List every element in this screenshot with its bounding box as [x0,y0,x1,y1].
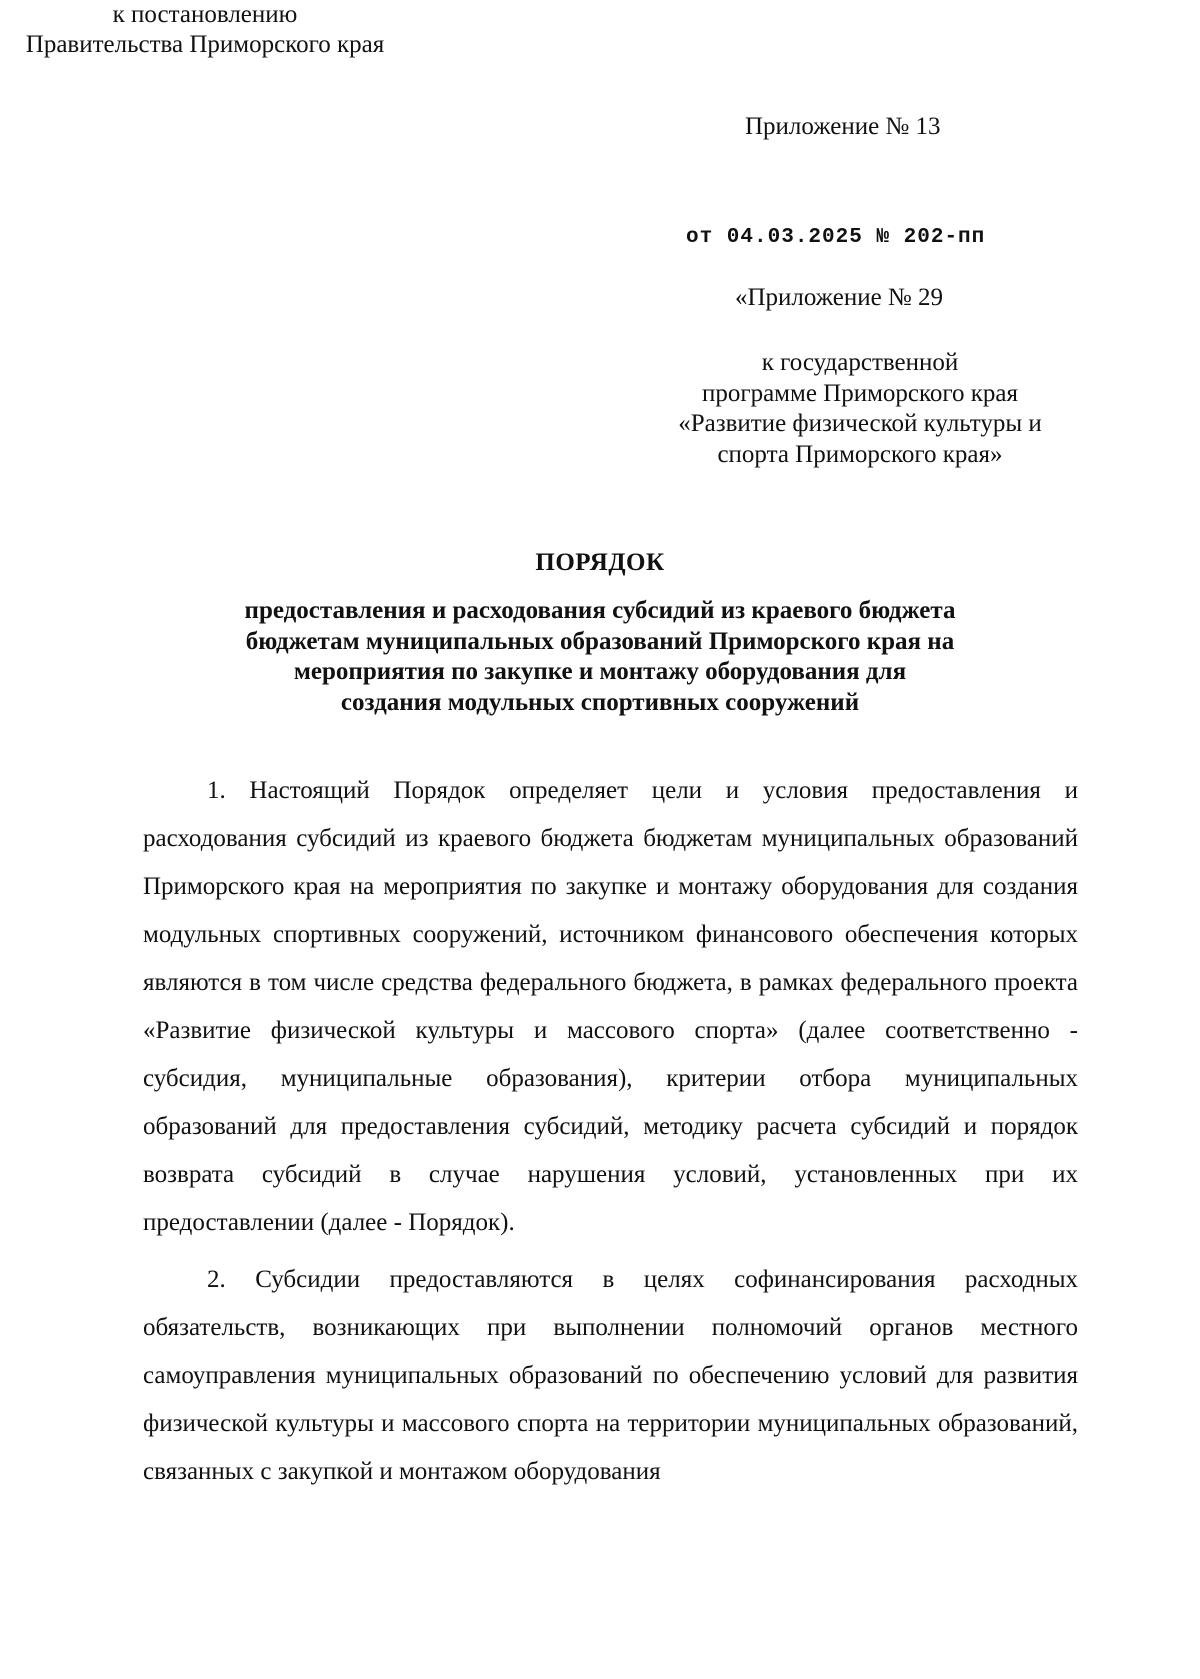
document-title: ПОРЯДОК [535,549,665,576]
document-body [143,767,1078,1496]
document-subtitle [0,596,1200,718]
program-reference [640,348,1080,470]
appendix-29-label: «Приложение № 29 [735,284,944,311]
program-line: программе Приморского края [701,379,1019,407]
resolution-line: к постановлению [112,1,298,28]
subtitle-line: бюджетам муниципальных образований Приморского края на [245,627,955,655]
appendix-13-label: Приложение № 13 [745,113,941,140]
paragraph-1: 1. Настоящий Порядок определяет цели и условия предоставления и расходования субсидий из краевого бюджета бюджетам муниципальных образований Приморского края на мероприятия по закупке и монтажу оборудования для создания модульных спортивных сооружений, источником финансового обеспечения которых являются в том числе средства федерального бюджета, в рамках федерального проекта «Развитие физической культуры и массового спорта» (далее соответственно - субсидия, муниципальные образования), критерии отбора муниципальных образований для предоставления субсидий, методику расчета субсидий и порядок возврата субсидий в случае нарушения условий, установленных при их предоставлении (далее - Порядок). [143,777,1078,1236]
resolution-reference [0,0,410,60]
subtitle-line: создания модульных спортивных сооружений [340,688,860,716]
paragraph-2: 2. Субсидии предоставляются в целях софинансирования расходных обязательств, возникающих при выполнении полномочий органов местного самоуправления муниципальных образований по обеспечению условий для развития физической культуры и массового спорта на территории муниципальных образований, связанных с закупкой и монтажом оборудования [143,1266,1078,1485]
subtitle-line: предоставления и расходования субсидий из краевого бюджета [244,597,956,624]
resolution-line: Правительства Приморского края [25,31,385,58]
resolution-stamp: от 04.03.2025 № 202-пп [686,226,986,249]
program-line: к государственной [761,349,959,376]
subtitle-line: мероприятия по закупке и монтажу оборудования для [293,658,907,685]
program-line: «Развитие физической культуры и [678,410,1042,437]
program-line: спорта Приморского края» [717,440,1003,468]
